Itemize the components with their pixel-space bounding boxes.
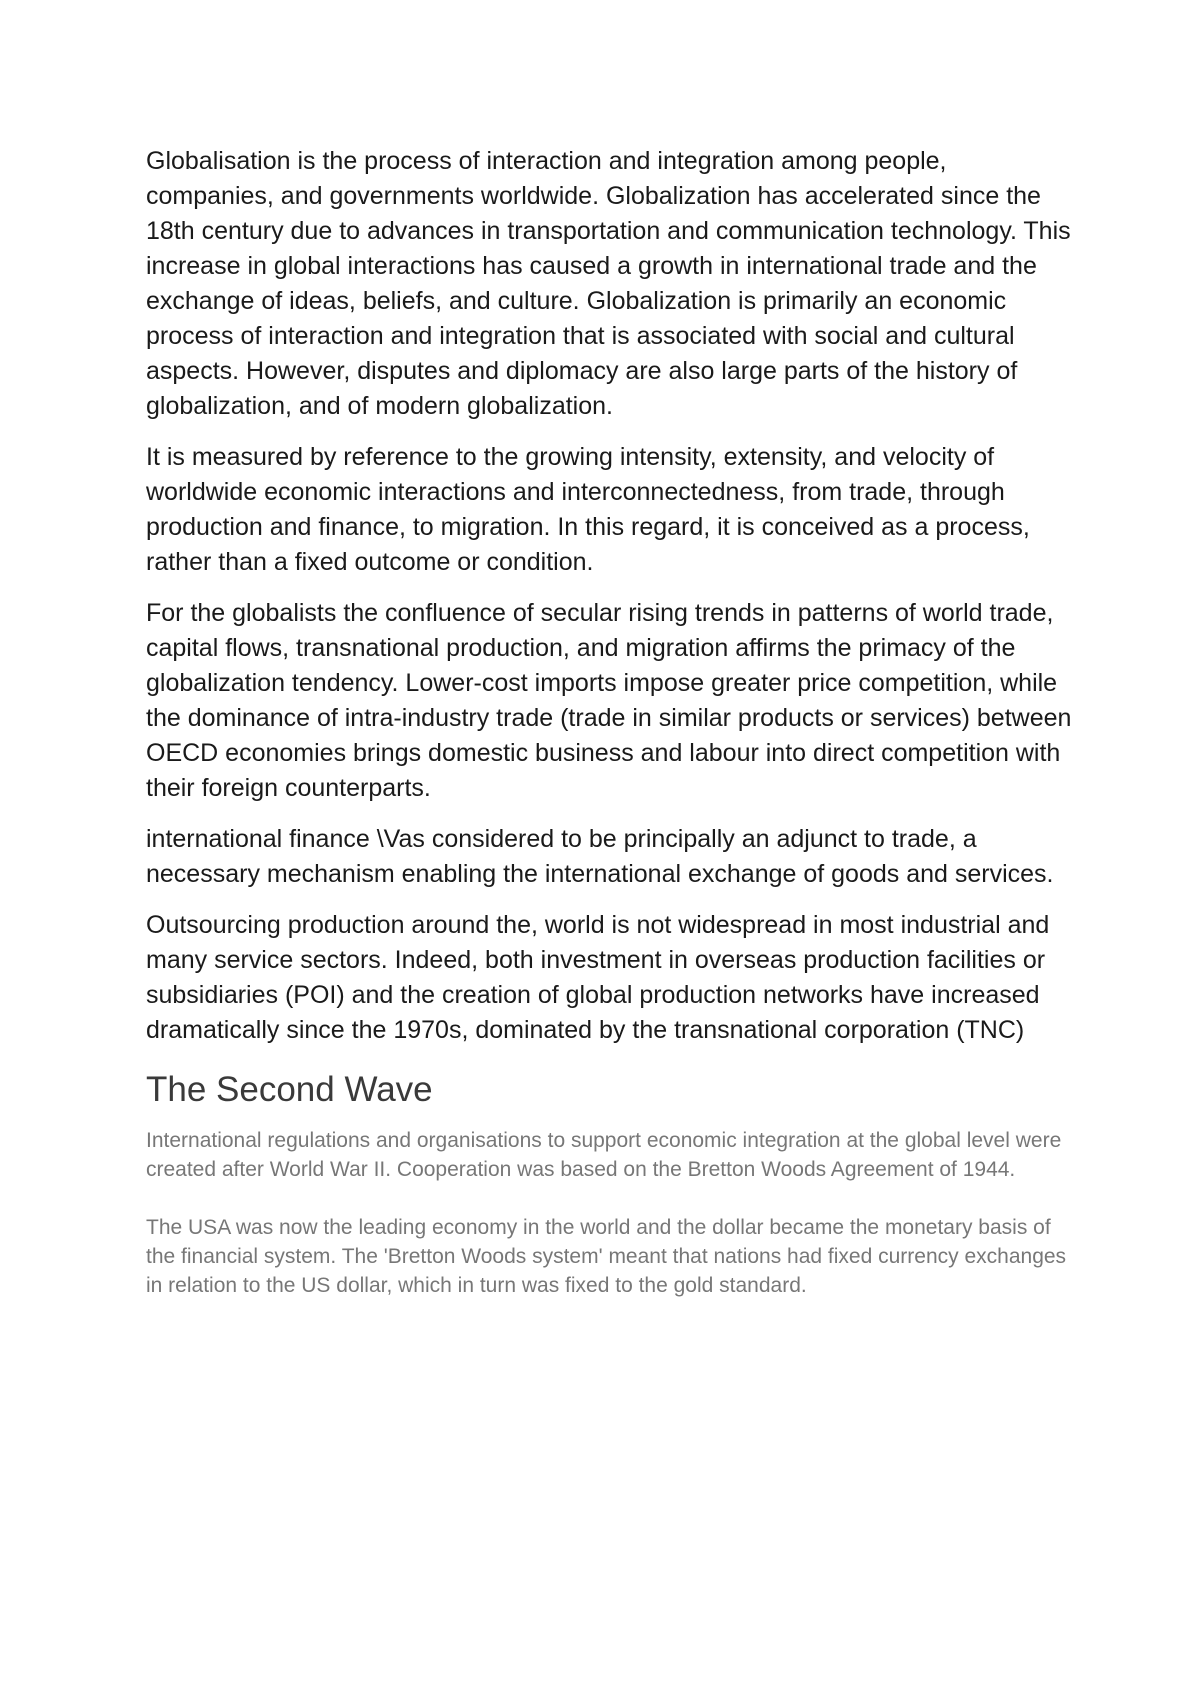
paragraph-international-finance: international finance \Vas considered to be principally an adjunct to trade, a necessary mechanism enabling the international exchange of goods and services. [146, 825, 1054, 888]
section-heading: The Second Wave [146, 1070, 433, 1109]
paragraph-globalists: For the globalists the confluence of secular rising trends in patterns of world trade, capital flows, transnational production, and migration affirms the primacy of the globalization tendency. Lower-cost imports impose greater price competition, while the dominance of intra-industry trade (trade in similar products or services) between OECD economies brings domestic business and labour into direct competition with their foreign counterparts. [146, 599, 1072, 802]
paragraph-measurement: It is measured by reference to the growing intensity, extensity, and velocity of worldwide economic interactions and interconnectedness, from trade, through production and finance, to migration. In this regard, it is conceived as a process, rather than a fixed outcome or condition. [146, 443, 1030, 576]
paragraph-international-regulations: International regulations and organisations to support economic integration at the global level were created after World War II. Cooperation was based on the Bretton Woods Agreement of 1944. [146, 1129, 1062, 1181]
paragraph-globalisation-definition: Globalisation is the process of interaction and integration among people, companies, and governments worldwide. Globalization has accelerated since the 18th century due to advances in transportation and communication technology. This increase in global interactions has caused a growth in international trade and the exchange of ideas, beliefs, and culture. Globalization is primarily an economic process of interaction and integration that is associated with social and cultural aspects. However, disputes and diplomacy are also large parts of the history of globalization, and of modern globalization. [146, 147, 1071, 420]
paragraph-bretton-woods-system: The USA was now the leading economy in the world and the dollar became the monetary basis of the financial system. The 'Bretton Woods system' meant that nations had fixed currency exchanges in relation to the US dollar, which in turn was fixed to the gold standard. [146, 1216, 1067, 1297]
paragraph-outsourcing: Outsourcing production around the, world is not widespread in most industrial and many service sectors. Indeed, both investment in overseas production facilities or subsidiaries (POI) and the creation of global production networks have increased dramatically since the 1970s, dominated by the transnational corporation (TNC) [146, 911, 1050, 1044]
document-body [146, 144, 1076, 1329]
